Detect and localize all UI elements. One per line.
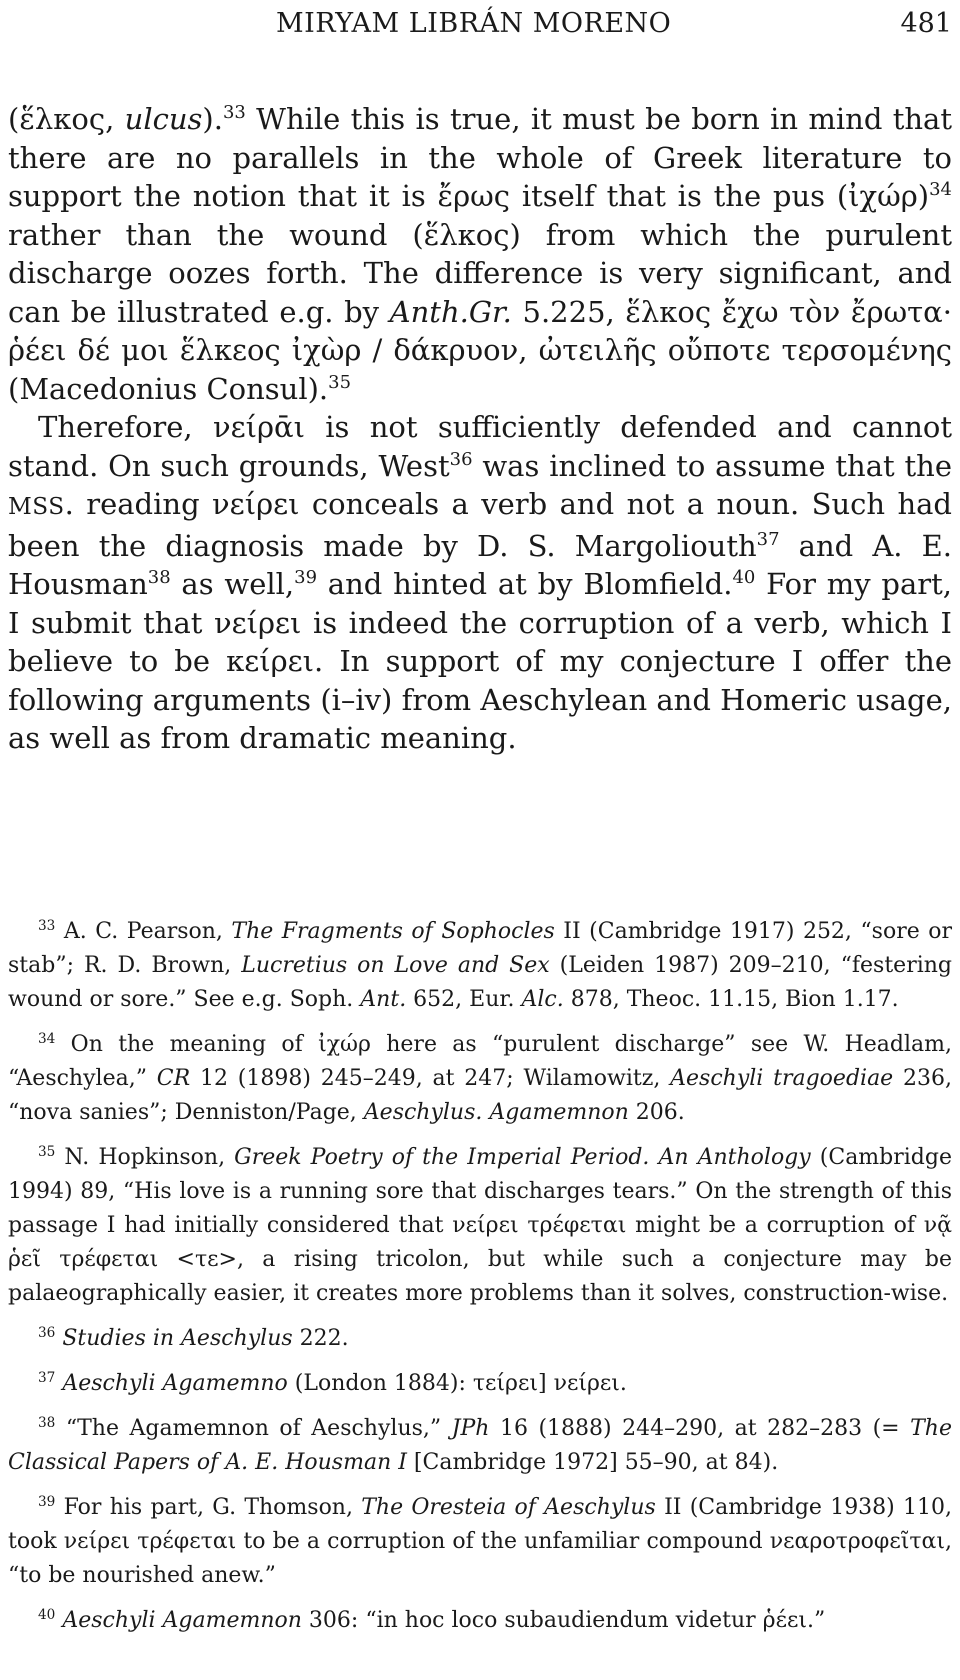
footnotes [8,915,952,1649]
text-run: MSS [8,493,65,520]
text-run: (London 1884): τείρει] νείρει. [287,1371,627,1396]
footnote-40 [8,1604,952,1638]
text-run: 12 (1898) 245–249, at 247; Wilamowitz, [190,1066,671,1091]
footnote-35 [8,1141,952,1311]
text-run: 306: “in hoc loco subaudiendum videtur ῥέει.” [301,1608,826,1633]
italic-text: The Fragments of Sophocles [231,919,555,944]
text-run: For my part, I submit that νείρει is indeed the corruption of a verb, which I believe to be κείρει. In support of my conjecture I offer the following arguments (i–iv) from Aeschylean and Homeric usage, as well as from dramatic meaning. [8,567,952,755]
italic-text: Studies in Aeschylus [62,1326,293,1351]
footnote-34 [8,1028,952,1130]
italic-text: The Oresteia of Aeschylus [361,1495,656,1520]
text-run: While this is true, it must be born in mind that there are no parallels in the whole of Greek literature to support the notion that it is ἔρως itself that is the pus (ἰχώρ) [8,102,952,213]
italic-text: Aeschylus. Agamemnon [363,1100,629,1125]
text-run: 5.225, ἕλκος ἔχω τὸν ἔρωτα· ῥέει δέ μοι ἕλκεος ἰχὼρ / δάκρυον, ὠτειλῆς οὔποτε τερσομένης (Macedonius Consul). [8,294,952,406]
text-run: (Cambridge 1994) 89, “His love is a running sore that discharges tears.” On the strength of this passage I had initially considered that νείρει τρέφεται might be a corruption of νᾷ ῥεῖ τρέφεται <τε>, a rising tricolon, but while such a conjecture may be palaeographically easier, it creates more problems than it solves, construction-wise. [8,1145,952,1306]
text-run: [Cambridge 1972] 55–90, at 84). [406,1450,779,1475]
text-run: and hinted at by Blomfield. [317,567,733,601]
footnote-ref: 35 [38,1143,56,1160]
footnote-ref: 40 [732,567,756,589]
footnote-ref: 39 [294,567,318,589]
footnote-ref: 37 [756,528,780,550]
footnote-38 [8,1412,952,1480]
text-run: was inclined to assume that the [472,448,952,483]
text-run: 206. [628,1100,685,1125]
italic-text: Aeschyli Agamemnon [62,1608,302,1633]
page-number: 481 [900,8,952,39]
text-run: II (Cambridge 1938) 110, took νείρει τρέφεται to be a corruption of the unfamiliar compound νεαροτροφεῖται, “to be nourished anew.” [8,1495,953,1588]
footnote-33 [8,915,952,1017]
main-text [8,100,952,758]
italic-text: Alc. [521,987,564,1012]
text-run: (ἕλκος, [8,102,125,136]
italic-text: ulcus [124,102,203,136]
footnote-ref: 36 [38,1324,56,1341]
paragraph [8,408,952,758]
text-run: 878, Theoc. 11.15, Bion 1.17. [563,987,899,1012]
italic-text: The Classical Papers of A. E. Housman I [8,1416,952,1475]
text-run: II (Cambridge 1917) 252, “sore or stab”; R. D. Brown, [8,919,952,978]
footnote-ref: 37 [38,1369,56,1386]
footnote-ref: 38 [147,567,171,589]
italic-text: Anth.Gr. [389,294,512,329]
text-run: A. C. Pearson, [55,919,232,944]
footnote-ref: 39 [38,1493,56,1510]
italic-text: Greek Poetry of the Imperial Period. An Anthology [234,1145,811,1170]
text-run: as well, [170,567,295,601]
text-run: (Leiden 1987) 209–210, “festering wound or sore.” See e.g. Soph. [8,953,952,1012]
footnote-ref: 33 [38,917,56,934]
text-run: For his part, G. Thomson, [55,1495,362,1520]
text-run: . reading νείρει conceals a verb and not a noun. Such had been the diagnosis made by D. S. Margoliouth [8,487,952,563]
text-run: Therefore, νείρᾱι is not sufficiently defended and cannot stand. On such grounds, West [8,410,952,483]
italic-text: CR [156,1066,191,1091]
italic-text: Lucretius on Love and Sex [241,953,550,978]
footnote-36 [8,1322,952,1356]
footnote-ref: 35 [328,371,352,393]
text-run: 236, “nova sanies”; Denniston/Page, [8,1066,952,1125]
text-run: and A. E. Housman [8,528,953,601]
italic-text: JPh [451,1416,490,1441]
text-run: “The Agamemnon of Aeschylus,” [55,1416,452,1441]
footnote-39 [8,1491,952,1593]
footnote-ref: 34 [929,179,952,201]
footnote-ref: 38 [38,1414,56,1431]
italic-text: Ant. [360,987,407,1012]
text-run: 16 (1888) 244–290, at 282–283 (= [489,1416,911,1441]
paragraph [8,100,952,408]
running-title: MIRYAM LIBRÁN MORENO [276,8,672,39]
text-run: N. Hopkinson, [55,1145,235,1170]
italic-text: Aeschyli tragoediae [670,1066,894,1091]
text-run: ). [202,102,223,136]
text-run: 652, Eur. [406,987,522,1012]
page-header [0,8,960,48]
footnote-ref: 34 [38,1030,56,1047]
footnote-ref: 40 [38,1606,56,1623]
footnote-ref: 36 [449,448,473,470]
footnote-ref: 33 [222,102,246,124]
text-run: On the meaning of ἰχώρ here as “purulent discharge” see W. Headlam, “Aeschylea,” [8,1032,952,1091]
text-run: rather than the wound (ἕλκος) from which the purulent discharge oozes forth. The difference is very significant, and can be illustrated e.g. by [8,217,952,329]
italic-text: Aeschyli Agamemno [62,1371,288,1396]
footnote-37 [8,1367,952,1401]
text-run: 222. [292,1326,349,1351]
